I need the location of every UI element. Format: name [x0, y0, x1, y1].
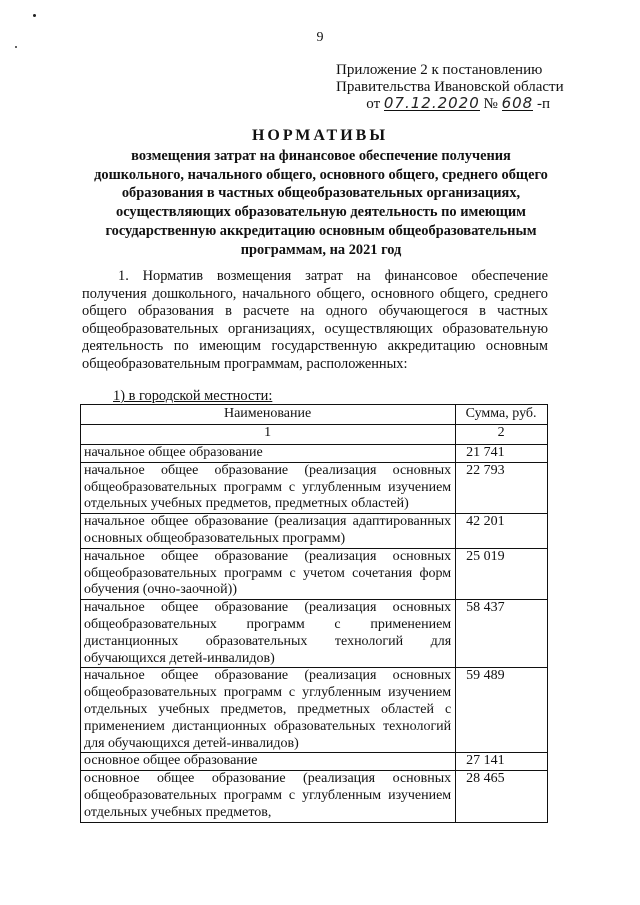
section-heading: 1) в городской местности: [113, 388, 273, 404]
table-row [81, 548, 548, 599]
row-name: начальное общее образование [81, 445, 456, 463]
body-paragraph-text: 1. Норматив возмещения затрат на финансовое обеспечение получения дошкольного, начального общего, основного общего, среднего общего образования в расчете на одного обучающегося в частных общеобразовательных организациях, осуществляющих образовательную деятельность по имеющим государственную аккредитацию основным общеобразовательным программам, расположенных: [82, 268, 548, 372]
appendix-line-2: Правительства Ивановской области [336, 79, 564, 95]
header-sum: Сумма, руб. [456, 405, 548, 425]
norms-table [80, 404, 548, 823]
table-header-row [81, 405, 548, 425]
appendix-line-3 [336, 96, 550, 113]
appendix-date-prefix: от [366, 96, 381, 112]
handwritten-date: 07.12.2020 [383, 94, 480, 112]
appendix-header [336, 62, 564, 113]
row-sum: 27 141 [456, 753, 548, 771]
colnum-2: 2 [456, 425, 548, 445]
row-sum: 28 465 [456, 771, 548, 822]
row-name: основное общее образование [81, 753, 456, 771]
scan-speck [33, 14, 36, 17]
table-row [81, 445, 548, 463]
table-row [81, 668, 548, 753]
appendix-line-1: Приложение 2 к постановлению [336, 62, 543, 78]
row-sum: 59 489 [456, 668, 548, 753]
table-row [81, 462, 548, 513]
row-name: начальное общее образование (реализация основных общеобразовательных программ с учетом сочетания форм обучения (очно-заочной)) [81, 548, 456, 599]
number-suffix: -п [536, 96, 550, 112]
row-sum: 25 019 [456, 548, 548, 599]
row-sum: 22 793 [456, 462, 548, 513]
row-sum: 58 437 [456, 600, 548, 668]
handwritten-number: 608 [501, 94, 534, 112]
colnum-1: 1 [81, 425, 456, 445]
row-name: начальное общее образование (реализация адаптированных основных общеобразовательных программ) [81, 514, 456, 549]
row-name: основное общее образование (реализация основных общеобразовательных программ с углубленным изучением отдельных учебных предметов, [81, 771, 456, 822]
body-paragraph [82, 268, 548, 373]
table-colnum-row [81, 425, 548, 445]
row-name: начальное общее образование (реализация основных общеобразовательных программ с углубленным изучением отдельных учебных предметов, предметных областей) [81, 462, 456, 513]
row-name: начальное общее образование (реализация основных общеобразовательных программ с углубленным изучением отдельных учебных предметов, предметных областей с применением дистанционных образовательных технологий для обучающихся детей-инвалидов) [81, 668, 456, 753]
header-name: Наименование [81, 405, 456, 425]
table-row [81, 771, 548, 822]
table-row [81, 514, 548, 549]
table-row [81, 600, 548, 668]
row-sum: 21 741 [456, 445, 548, 463]
row-sum: 42 201 [456, 514, 548, 549]
row-name: начальное общее образование (реализация основных общеобразовательных программ с применением дистанционных образовательных технологий для обучающихся детей-инвалидов) [81, 600, 456, 668]
page-number: 9 [316, 30, 324, 45]
number-sign: № [483, 96, 498, 112]
document-title: НОРМАТИВЫ [251, 127, 389, 144]
table-row [81, 753, 548, 771]
document-subtitle: возмещения затрат на финансовое обеспечение получения дошкольного, начального общего, основного общего, среднего общего образования в частных общеобразовательных организациях, осуществляющих образовательную деятельность по имеющим государственную аккредитацию основным общеобразовательным программам, на 2021 год [94, 148, 548, 258]
scan-speck [15, 46, 17, 48]
